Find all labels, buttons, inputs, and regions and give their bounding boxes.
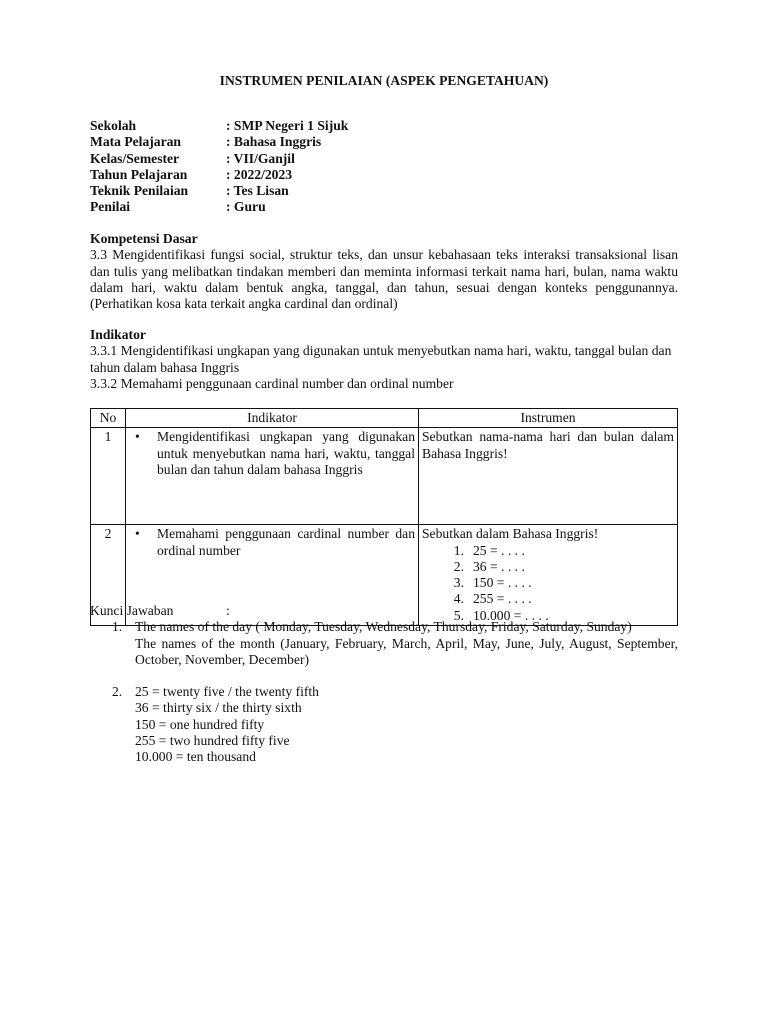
answer-number: 1. (112, 619, 123, 635)
indikator-item: 3.3.2 Memahami penggunaan cardinal number dan ordinal number (90, 375, 454, 391)
answer-line: 255 = two hundred fifty five (135, 733, 290, 749)
row-instrumen: Sebutkan nama-nama hari dan bulan dalam Bahasa Inggris! (419, 428, 678, 525)
meta-value: : Bahasa Inggris (226, 134, 322, 150)
row-no: 1 (91, 428, 126, 525)
meta-key: Kelas/Semester (90, 150, 180, 166)
list-number: 5. (453, 607, 464, 623)
list-item (422, 543, 674, 559)
row-no: 2 (91, 525, 126, 626)
list-text: 25 = . . . . (473, 542, 525, 558)
answer-line: The names of the day ( Monday, Tuesday, Wednesday, Thursday, Friday, Saturday, Sunday) (135, 619, 632, 635)
answer-line: 150 = one hundred fifty (135, 716, 265, 732)
meta-value: : SMP Negeri 1 Sijuk (226, 118, 349, 133)
list-number: 4. (453, 591, 464, 607)
row-instrumen-text: Sebutkan dalam Bahasa Inggris! (422, 526, 599, 542)
answer-item (90, 684, 678, 765)
answer-line: The names of the month (January, February, March, April, May, June, July, August, September, October, November, December) (135, 635, 678, 667)
table-header-row (91, 409, 678, 428)
list-number: 3. (453, 575, 464, 591)
kompetensi-heading: Kompetensi Dasar (90, 231, 198, 246)
list-number: 2. (453, 558, 464, 574)
kunci-label: Kunci Jawaban (90, 603, 174, 618)
indikator-section (90, 327, 678, 392)
meta-row (90, 151, 348, 167)
table-row (91, 428, 678, 525)
answer-item (90, 619, 678, 668)
meta-row (90, 118, 348, 134)
meta-row (90, 183, 348, 199)
meta-key: Teknik Penilaian (90, 183, 189, 199)
list-item (422, 575, 674, 591)
row-indikator (126, 428, 419, 525)
list-text: 10.000 = . . . . (473, 607, 549, 623)
list-text: 150 = . . . . (473, 575, 532, 591)
kompetensi-dasar-section (90, 231, 678, 312)
kompetensi-text: 3.3 Mengidentifikasi fungsi social, struktur teks, dan unsur kebahasaan teks interaksi transaksional lisan dan tulis yang melibatkan tindakan memberi dan meminta informasi terkait nama hari, bulan, nama waktu dalam hari, waktu dalam bentuk angka, tanggal, dan tahun, sesuai dengan konteks penggunannya. (Perhatikan kosa kata terkait angka cardinal dan ordinal) (90, 247, 678, 312)
meta-block (90, 118, 348, 216)
header-no: No (91, 409, 126, 428)
header-indikator: Indikator (126, 409, 419, 428)
list-text: 255 = . . . . (473, 591, 532, 607)
answer-line: 10.000 = ten thousand (135, 749, 256, 765)
instrument-table (90, 408, 678, 626)
meta-key: Penilai (90, 199, 131, 215)
meta-value: : Guru (226, 199, 266, 215)
kunci-colon: : (226, 603, 230, 618)
meta-key: Sekolah (90, 118, 137, 133)
bullet-icon: • (135, 429, 140, 445)
meta-row (90, 199, 348, 215)
row-indikator-text: Mengidentifikasi ungkapan yang digunakan untuk menyebutkan nama hari, waktu, tanggal bulan dan tahun dalam bahasa Inggris (157, 429, 415, 477)
answer-number: 2. (112, 684, 123, 700)
bullet-icon: • (135, 526, 140, 542)
meta-value: : Tes Lisan (226, 183, 289, 199)
meta-value: : VII/Ganjil (226, 150, 295, 166)
answer-line: 25 = twenty five / the twenty fifth (135, 684, 319, 700)
list-text: 36 = . . . . (473, 558, 525, 574)
meta-key: Mata Pelajaran (90, 134, 181, 150)
meta-value: : 2022/2023 (226, 166, 293, 182)
header-instrumen: Instrumen (419, 409, 678, 428)
meta-row (90, 167, 348, 183)
meta-key: Tahun Pelajaran (90, 166, 188, 182)
indikator-heading: Indikator (90, 327, 146, 342)
kunci-jawaban-section (90, 603, 678, 766)
kunci-heading (90, 603, 678, 619)
row-indikator-text: Memahami penggunaan cardinal number dan ordinal number (157, 526, 415, 558)
list-number: 1. (453, 542, 464, 558)
meta-row (90, 134, 348, 150)
answer-line: 36 = thirty six / the thirty sixth (135, 700, 302, 716)
indikator-item: 3.3.1 Mengidentifikasi ungkapan yang digunakan untuk menyebutkan nama hari, waktu, tanggal bulan dan tahun dalam bahasa Inggris (90, 343, 672, 375)
page-title: INSTRUMEN PENILAIAN (ASPEK PENGETAHUAN) (219, 73, 549, 88)
list-item (422, 559, 674, 575)
